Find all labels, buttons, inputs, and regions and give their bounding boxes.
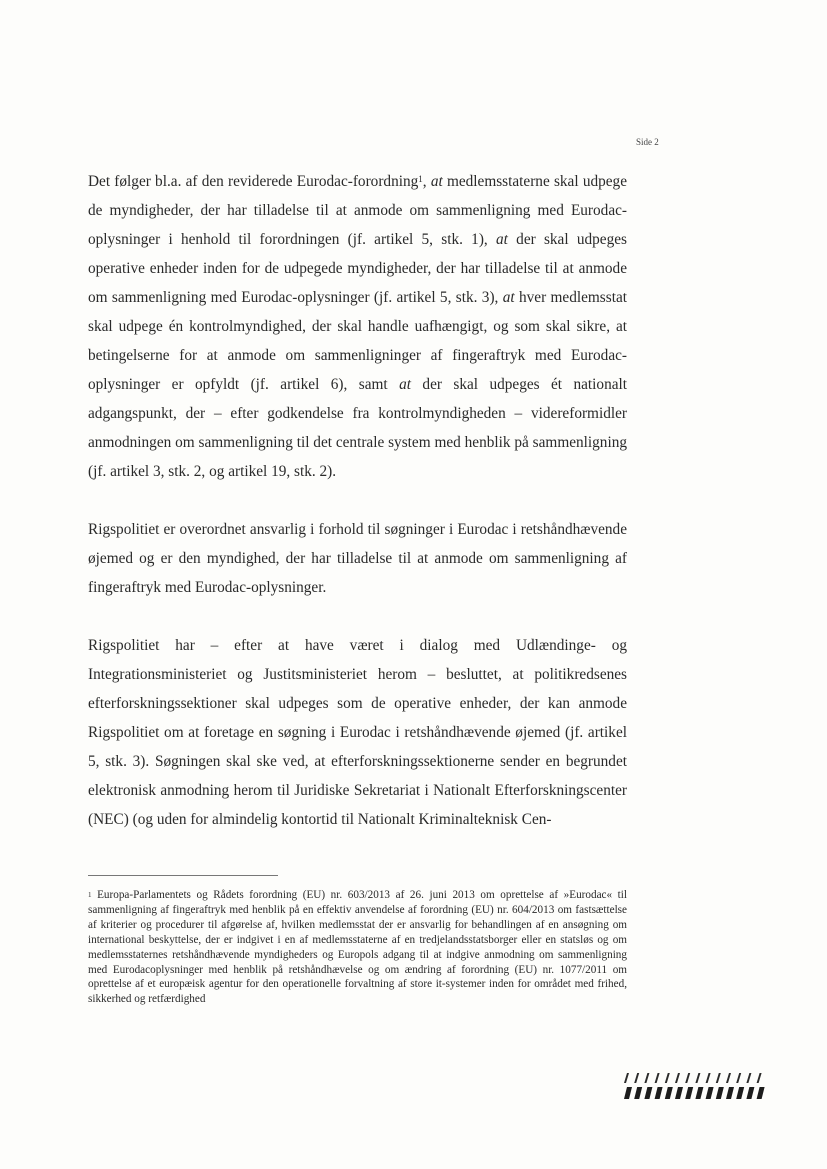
paragraph-text: Det følger bl.a. af den reviderede Eurodac-forordning (88, 173, 419, 190)
paragraph-text: Rigspolitiet har – efter at have været i dialog med Udlændinge- og Integrationsministeriet og Justitsministeriet herom – besluttet, at politikredsenes efterforskningssektioner skal udpeges som de operative enheder, der kan anmode Rigspolitiet om at foretage en søgning i Eurodac i retshåndhævende øjemed (jf. artikel 5, stk. 3). Søgningen skal ske ved, at efterforskningssektionerne sender en begrundet elektronisk anmodning herom til Juridiske Sekretariat i Nationalt Efterforskningscenter (NEC) (og uden for almindelig kontortid til Nationalt Kriminalteknisk Cen- (88, 637, 627, 828)
barcode-bar (695, 1087, 703, 1099)
footnote-separator (88, 875, 278, 876)
paragraph-text: hver medlemsstat skal udpege én kontrolmyndighed, der skal handle uafhængigt, og som skal sikre, at betingelserne for at anmode om sammenligninger af fingeraftryk med Eurodac-oplysninger er opfyldt (jf. artikel 6), samt (88, 289, 627, 393)
barcode-bar (655, 1073, 660, 1083)
barcode-bar (644, 1087, 652, 1099)
barcode-bar (665, 1073, 670, 1083)
paragraph-text: medlemsstaterne skal udpege de myndigheder, der har tilladelse til at anmode om sammenligning med Eurodac-oplysninger i henhold til forordningen (jf. artikel 5, stk. 1), (88, 173, 627, 248)
barcode-bar (665, 1087, 673, 1099)
footnote (88, 888, 627, 1007)
paragraph-text: der skal udpeges ét nationalt adgangspunkt, der – efter godkendelse fra kontrolmyndigheden – videreformidler anmodningen om sammenligning til det centrale system med henblik på sammenligning (jf. artikel 3, stk. 2, og artikel 19, stk. 2). (88, 376, 628, 480)
barcode-bar (644, 1073, 649, 1083)
barcode-bar (685, 1087, 693, 1099)
barcode-bar (716, 1073, 721, 1083)
barcode-bar (746, 1073, 751, 1083)
barcode-bar (746, 1087, 754, 1099)
page-number-label: Side 2 (636, 137, 659, 147)
emphasis-at: at (430, 173, 443, 190)
paragraph-text: der skal udpeges operative enheder inden for de udpegede myndigheder, der har tilladelse til at anmode om sammenligning med Eurodac-oplysninger (jf. artikel 5, stk. 3), (88, 231, 627, 306)
footnote-reference: 1 (418, 174, 423, 184)
emphasis-at: at (399, 376, 411, 393)
barcode-bar (685, 1073, 690, 1083)
barcode-bar (675, 1073, 680, 1083)
emphasis-at: at (496, 231, 508, 248)
barcode-bar (757, 1073, 762, 1083)
paragraph-text: , (422, 173, 431, 190)
emphasis-at: at (502, 289, 515, 306)
barcode-bar (726, 1073, 731, 1083)
paragraph-2 (88, 515, 627, 602)
barcode-bar (675, 1087, 683, 1099)
barcode-bar (716, 1087, 724, 1099)
paragraph-1 (88, 167, 627, 486)
barcode-bar (695, 1073, 700, 1083)
footnote-text: Europa-Parlamentets og Rådets forordning (EU) nr. 603/2013 af 26. juni 2013 om oprettelse af »Eurodac« til sammenligning af fingeraftryk med henblik på en effektiv anvendelse af forordning (EU) nr. 604/2013 om fastsættelse af kriterier og procedurer til afgørelse af, hvilken medlemsstat der er ansvarlig for behandlingen af en ansøgning om international beskyttelse, der er indgivet i en af medlemsstaterne af en tredjelandsstatsborger eller en statsløs og om medlemsstaternes retshåndhævende myndigheders og Europols adgang til at indgive anmodning om sammenligning med Eurodacoplysninger med henblik på retshåndhævelse og om ændring af forordning (EU) nr. 1077/2011 om oprettelse af et europæisk agentur for den operationelle forvaltning af store it-systemer inden for området med frihed, sikkerhed og retfærdighed (88, 889, 628, 1006)
barcode-bar (634, 1073, 639, 1083)
barcode-stamp (620, 1073, 766, 1101)
barcode-bar (706, 1087, 714, 1099)
barcode-bar (726, 1087, 734, 1099)
footnote-number: 1 (88, 891, 92, 899)
paragraph-3 (88, 631, 627, 834)
barcode-bar (736, 1073, 741, 1083)
barcode-bar (634, 1087, 642, 1099)
barcode-bar (624, 1087, 632, 1099)
barcode-bar (706, 1073, 711, 1083)
barcode-bar (624, 1073, 629, 1083)
barcode-bar (736, 1087, 744, 1099)
barcode-bar (655, 1087, 663, 1099)
document-body (88, 167, 627, 834)
paragraph-text: Rigspolitiet er overordnet ansvarlig i forhold til søgninger i Eurodac i retshåndhævende øjemed og er den myndighed, der har tilladelse til at anmode om sammenligning af fingeraftryk med Eurodac-oplysninger. (88, 521, 627, 596)
barcode-bar (757, 1087, 765, 1099)
